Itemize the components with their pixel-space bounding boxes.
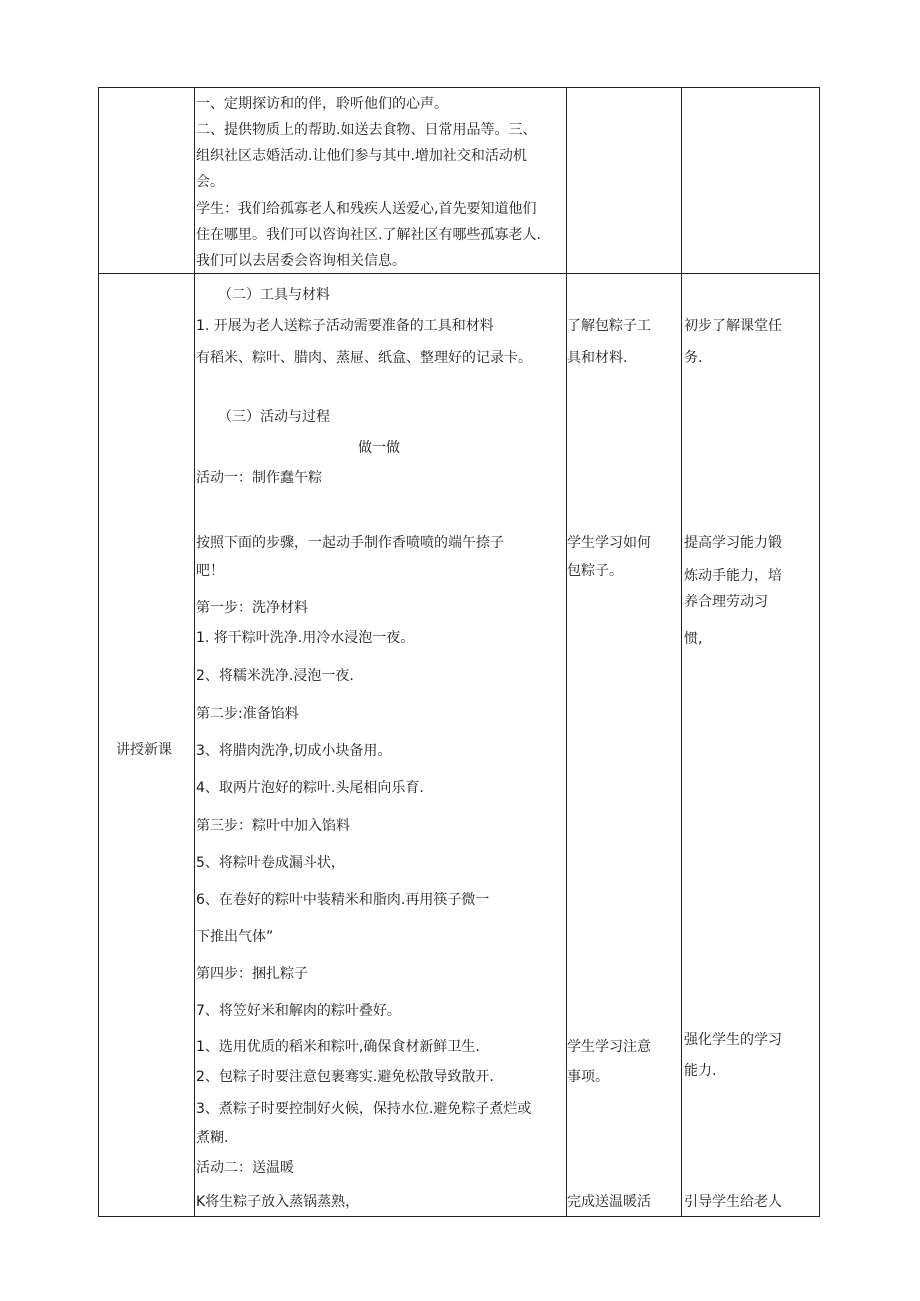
content-line: 学生：我们给孤寡老人和残疾人送爱心,首先要知道他们 [196,201,537,217]
content-line: 6、在卷好的粽叶中装精米和脂肉.再用筷子微一 [196,892,490,908]
student-line: 事项。 [567,1069,609,1085]
purpose-line: 引导学生给老人 [684,1194,782,1210]
purpose-line: 养合理劳动习 [684,594,768,610]
content-line: 会。 [196,174,224,190]
content-line: 1. 开展为老人送粽子活动需要准备的工具和材料 [196,318,494,334]
content-line: 2、将糯米洗净.浸泡一夜. [196,668,354,684]
table-bottom-border [98,1216,820,1217]
purpose-line: 务. [684,350,703,366]
step-heading: 第四步：捆扎粽子 [196,966,308,982]
stage-label: 讲授新课 [116,742,172,758]
student-line: 学生学习注意 [567,1039,651,1055]
content-line: 我们可以去居委会咨询相关信息。 [196,253,406,269]
purpose-line: 炼动手能力，培 [684,568,782,584]
step-heading: 第二步:准备馅料 [196,706,299,722]
content-line: K将生粽子放入蒸锅蒸熟， [196,1194,360,1210]
content-line: 1. 将干粽叶洗净.用冷水浸泡一夜。 [196,630,415,646]
content-line: 组织社区志婚活动.让他们参与其中.增加社交和活动机 [196,148,527,164]
content-line: 煮糊. [196,1130,229,1146]
section-heading: （三）活动与过程 [218,409,330,425]
content-line: 2、包粽子时要注意包裹骞实.避免松散导致散开. [196,1069,494,1085]
purpose-line: 惯, [684,631,703,647]
content-line: 1、选用优质的稻米和粽叶,确保食材新鲜卫生. [196,1039,480,1055]
content-line: 4、取两片泡好的粽叶.头尾相向乐育. [196,780,424,796]
step-heading: 第一步：洗净材料 [196,600,308,616]
content-line: 按照下面的步骤，一起动手制作香喷喷的端午捺子 [196,535,504,551]
content-line: 一、定期探访和的伴，聆听他们的心声。 [196,96,448,112]
centered-subheading: 做一做 [358,440,400,456]
content-line: 3、将腊肉洗净,切成小块备用。 [196,743,392,759]
content-line: 有稻米、粽叶、腊肉、蒸屉、纸盒、整理好的记录卡。 [196,350,532,366]
step-heading: 第三步：粽叶中加入馅料 [196,818,350,834]
content-line: 二、提供物质上的帮助.如送去食物、日常用品等。三、 [196,122,537,138]
purpose-line: 能力. [684,1063,717,1079]
activity-heading: 活动二：送温暖 [196,1160,294,1176]
table-left-border [98,87,99,1217]
lesson-plan-table [98,87,820,1217]
content-line: 7、将笠好米和解肉的粽叶叠好。 [196,1003,401,1019]
purpose-line: 提高学习能力锻 [684,535,782,551]
row-divider [98,273,820,274]
content-line: 3、煮粽子时要控制好火候，保持水位.避免粽子煮烂或 [196,1101,532,1117]
content-line: 住在哪里。我们可以咨询社区.了解社区有哪些孤寡老人. [196,227,541,243]
student-line: 了解包粽子工 [567,318,651,334]
student-line: 学生学习如何 [567,535,651,551]
student-line: 完成送温暖活 [567,1194,651,1210]
purpose-line: 初步了解课堂任 [684,318,782,334]
column-divider-1 [194,87,195,1217]
column-divider-3 [681,87,682,1217]
student-line: 具和材料. [567,350,628,366]
student-line: 包粽子。 [567,563,623,579]
table-top-border [98,87,820,88]
table-right-border [819,87,820,1217]
content-line: 下推出气体” [196,929,274,945]
content-line: 吧！ [196,563,224,579]
activity-heading: 活动一：制作蠢午粽 [196,470,322,486]
content-line: 5、将粽叶卷成漏斗状， [196,855,345,871]
section-heading: （二）工具与材料 [218,287,330,303]
purpose-line: 强化学生的学习 [684,1032,782,1048]
